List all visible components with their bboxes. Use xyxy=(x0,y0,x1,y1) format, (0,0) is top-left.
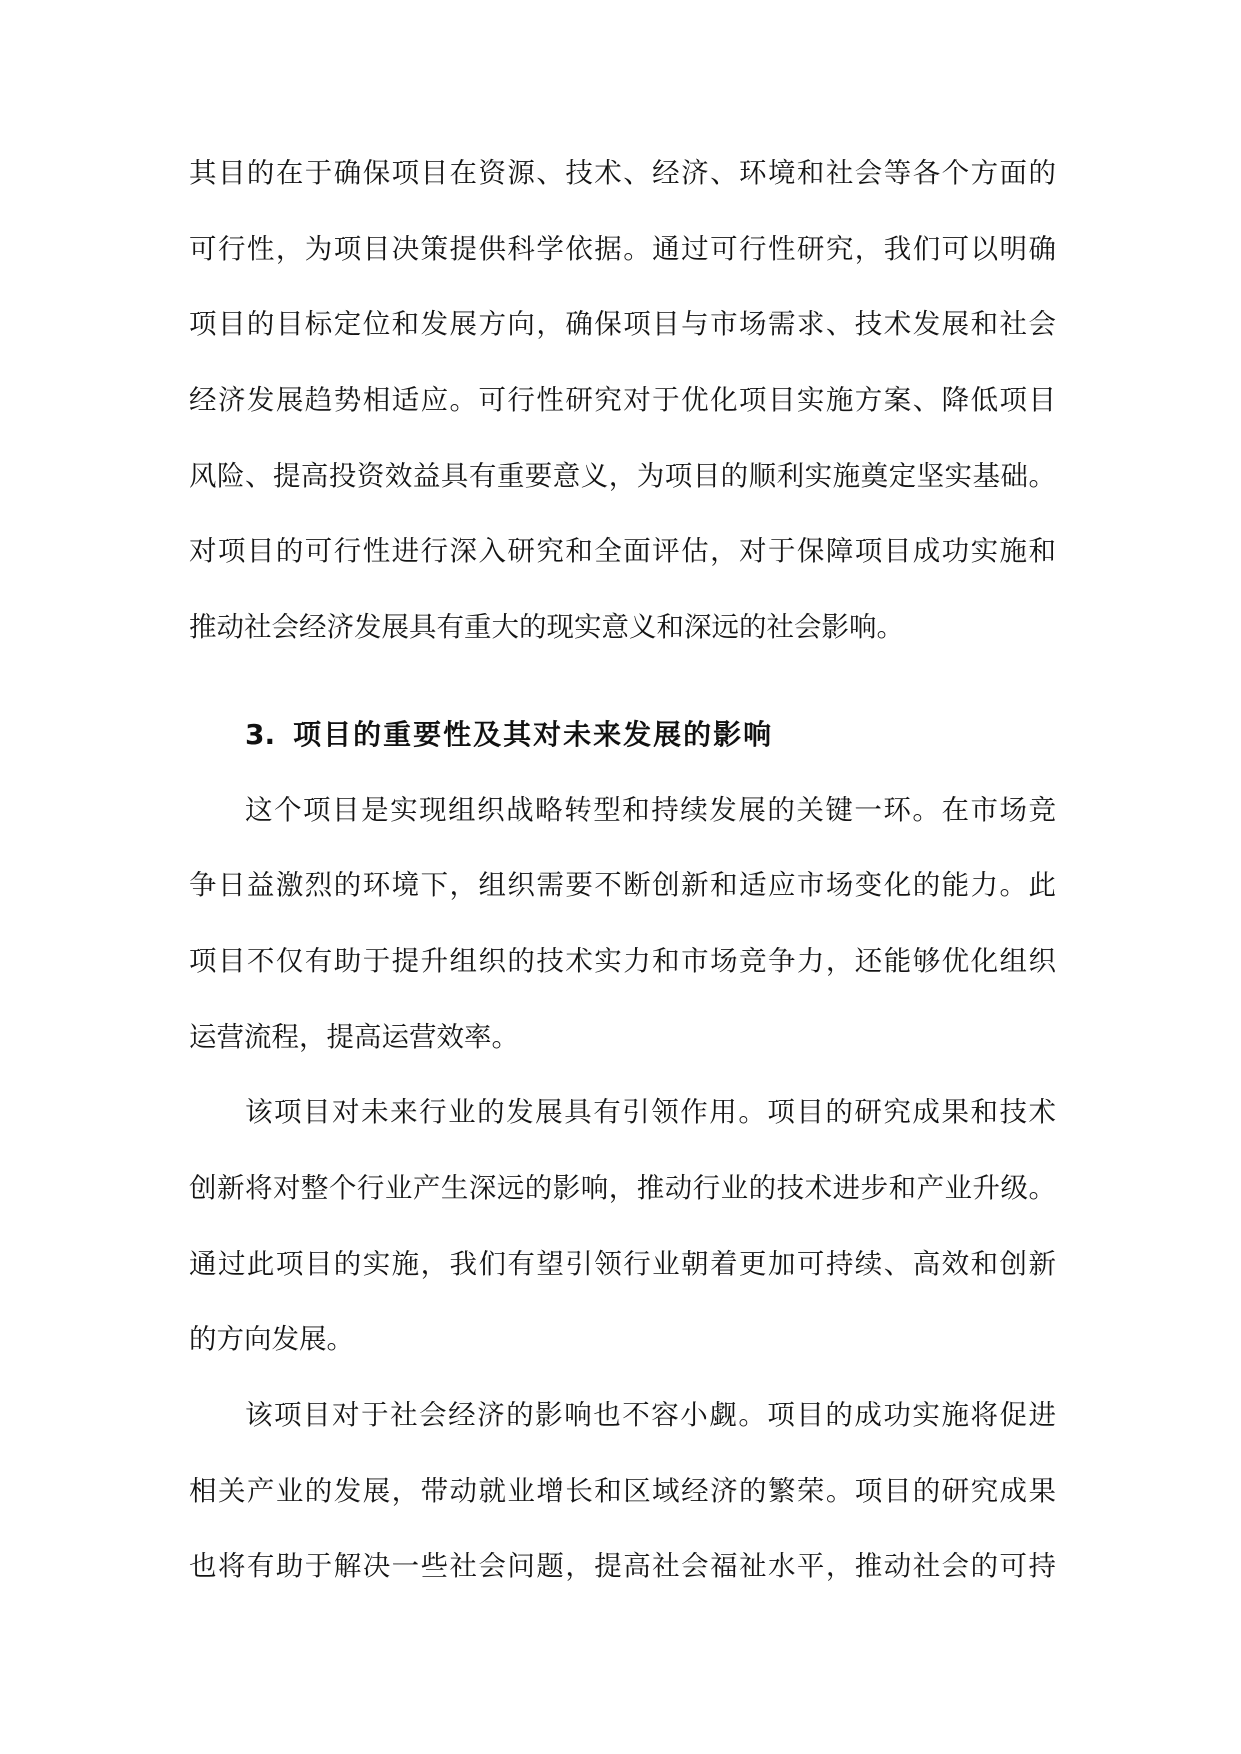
paragraph-line: 相关产业的发展，带动就业增长和区域经济的繁荣。项目的研究成果 xyxy=(189,1474,1056,1507)
paragraph-line: 推动社会经济发展具有重大的现实意义和深远的社会影响。 xyxy=(189,611,904,644)
paragraph-line: 创新将对整个行业产生深远的影响，推动行业的技术进步和产业升级。 xyxy=(189,1171,1056,1204)
section-title: 项目的重要性及其对未来发展的影响 xyxy=(293,717,774,751)
section-paragraph-3 xyxy=(189,1378,1056,1605)
paragraph-line: 也将有助于解决一些社会问题，提高社会福祉水平，推动社会的可持 xyxy=(189,1550,1056,1583)
paragraph-line: 通过此项目的实施，我们有望引领行业朝着更加可持续、高效和创新 xyxy=(189,1247,1056,1280)
paragraph-line: 可行性，为项目决策提供科学依据。通过可行性研究，我们可以明确 xyxy=(189,232,1056,265)
section-number: 3. xyxy=(245,717,276,751)
section-heading xyxy=(189,697,1056,773)
paragraph-line: 对项目的可行性进行深入研究和全面评估，对于保障项目成功实施和 xyxy=(189,535,1056,568)
section-paragraph-2 xyxy=(189,1075,1056,1378)
paragraph-line: 经济发展趋势相适应。可行性研究对于优化项目实施方案、降低项目 xyxy=(189,384,1056,417)
paragraph-line: 争日益激烈的环境下，组织需要不断创新和适应市场变化的能力。此 xyxy=(189,869,1056,902)
paragraph-line: 这个项目是实现组织战略转型和持续发展的关键一环。在市场竞 xyxy=(245,793,1056,826)
paragraph-line: 运营流程，提高运营效率。 xyxy=(189,1020,519,1053)
intro-paragraph xyxy=(189,136,1056,666)
paragraph-line: 项目的目标定位和发展方向，确保项目与市场需求、技术发展和社会 xyxy=(189,308,1056,341)
paragraph-line: 其目的在于确保项目在资源、技术、经济、环境和社会等各个方面的 xyxy=(189,157,1056,189)
paragraph-line: 风险、提高投资效益具有重要意义，为项目的顺利实施奠定坚实基础。 xyxy=(189,459,1056,492)
paragraph-line: 该项目对于社会经济的影响也不容小觑。项目的成功实施将促进 xyxy=(245,1399,1056,1431)
paragraph-line: 的方向发展。 xyxy=(189,1323,354,1356)
paragraph-line: 该项目对未来行业的发展具有引领作用。项目的研究成果和技术 xyxy=(245,1096,1056,1129)
page-content xyxy=(189,136,1056,1605)
section-paragraph-1 xyxy=(189,773,1056,1076)
paragraph-line: 项目不仅有助于提升组织的技术实力和市场竞争力，还能够优化组织 xyxy=(189,944,1056,977)
